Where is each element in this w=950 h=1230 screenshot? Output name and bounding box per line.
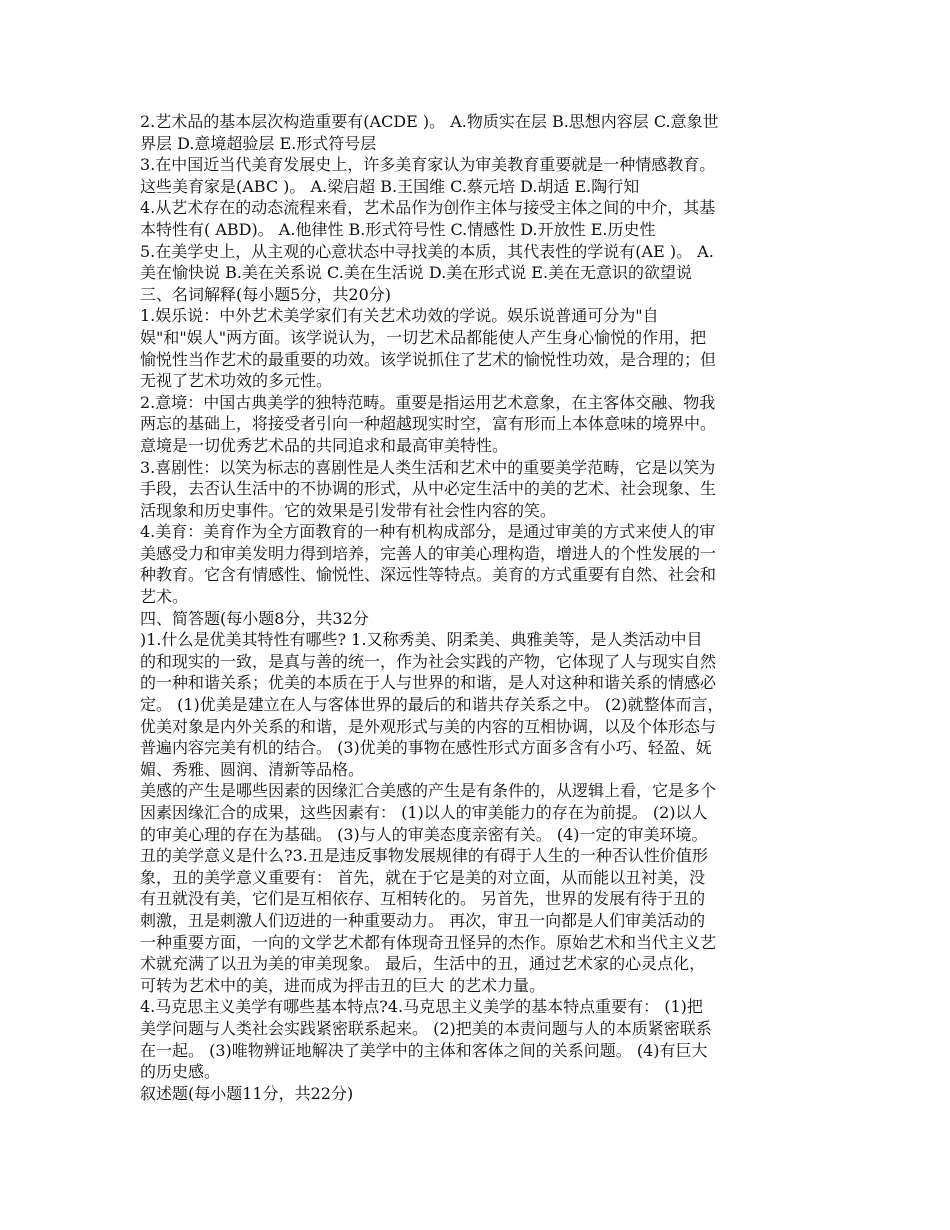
text-line: 3.在中国近当代美育发展史上，许多美育家认为审美教育重要就是一种情感教育。 <box>140 155 716 175</box>
text-line: 优美对象是内外关系的和谐，是外观形式与美的内容的互相协调，以及个体形态与 <box>140 716 717 736</box>
text-line: 两忘的基础上，将接受者引向一种超越现实时空，富有形而上本体意味的境界中。 <box>140 414 717 434</box>
text-line: 媚、秀雅、圆润、清新等品格。 <box>140 759 365 779</box>
text-line: 可转为艺术中的美，进而成为抨击丑的巨大 的艺术力量。 <box>140 975 546 995</box>
text-line: 2.意境：中国古典美学的独特范畴。重要是指运用艺术意象，在主客体交融、物我 <box>140 392 716 412</box>
text-line: 愉悦性当作艺术的最重要的功效。该学说抓住了艺术的愉悦性功效，是合理的；但 <box>140 349 717 369</box>
section-heading: 四、简答题(每小题8分，共32分 <box>140 608 369 628</box>
section-heading: 叙述题(每小题11分，共22分) <box>140 1083 354 1103</box>
text-line: 术就充满了以丑为美的审美现象。 最后，生活中的丑，通过艺术家的心灵点化， <box>140 954 706 974</box>
text-line: 本特性有( ABD)。 A.他律性 B.形式符号性 C.情感性 D.开放性 E.历史性 <box>140 219 656 239</box>
document-page <box>140 111 818 1104</box>
text-line: 2.艺术品的基本层次构造重要有(ACDE )。 A.物质实在层 B.思想内容层 C.意象世 <box>140 112 719 131</box>
text-line: 4.马克思主义美学有哪些基本特点?4.马克思主义美学的基本特点重要有： (1)把 <box>140 997 703 1017</box>
text-line: 1.娱乐说：中外艺术美学家们有关艺术功效的学说。娱乐说普通可分为"自 <box>140 306 659 326</box>
text-line: 这些美育家是(ABC )。 A.梁启超 B.王国维 C.蔡元培 D.胡适 E.陶行知 <box>140 176 640 196</box>
text-line: 普遍内容完美有机的结合。 (3)优美的事物在感性形式方面多含有小巧、轻盈、妩 <box>140 738 712 758</box>
text-line: 无视了艺术功效的多元性。 <box>140 371 333 391</box>
text-line: 的历史感。 <box>140 1062 221 1082</box>
text-line: 定。 (1)优美是建立在人与客体世界的最后的和谐共存关系之中。 (2)就整体而言， <box>140 695 724 715</box>
text-line: 4.从艺术存在的动态流程来看，艺术品作为创作主体与接受主体之间的中介，其基 <box>140 198 716 218</box>
text-line: 一种重要方面，一向的文学艺术都有体现奇丑怪异的杰作。原始艺术和当代主义艺 <box>140 932 717 952</box>
section-heading: 三、名词解释(每小题5分，共20分) <box>140 284 392 304</box>
text-line: 刺激，丑是刺激人们迈进的一种重要动力。 再次，审丑一向都是人们审美活动的 <box>140 910 706 930</box>
text-line: 艺术。 <box>140 587 189 607</box>
text-line: 界层 D.意境超验层 E.形式符号层 <box>140 133 377 153</box>
text-line: 意境是一切优秀艺术品的共同追求和最高审美特性。 <box>140 435 509 455</box>
text-line: )1.什么是优美其特性有哪些? 1.又称秀美、阴柔美、典雅美等，是人类活动中目 <box>140 630 703 650</box>
text-line: 娱"和"娱人"两方面。该学说认为，一切艺术品都能使人产生身心愉悦的作用，把 <box>140 327 707 347</box>
text-line: 种教育。它含有情感性、愉悦性、深远性等特点。美育的方式重要有自然、社会和 <box>140 565 717 585</box>
text-line: 象，丑的美学意义重要有： 首先，就在于它是美的对立面，从而能以丑衬美，没 <box>140 867 706 887</box>
text-line: 手段，去否认生活中的不协调的形式，从中必定生活中的美的艺术、社会现象、生 <box>140 479 717 499</box>
text-line: 美在愉快说 B.美在关系说 C.美在生活说 D.美在形式说 E.美在无意识的欲望说 <box>140 263 693 283</box>
text-line: 因素因缘汇合的成果，这些因素有： (1)以人的审美能力的存在为前提。 (2)以人 <box>140 803 708 822</box>
text-line: 活现象和历史事件。它的效果是引发带有社会性内容的笑。 <box>140 500 557 520</box>
text-line: 在一起。 (3)唯物辨证地解决了美学中的主体和客体之间的关系问题。 (4)有巨大 <box>140 1040 708 1060</box>
text-line: 有丑就没有美，它们是互相依存、互相转化的。 另首先，世界的发展有待于丑的 <box>140 889 706 909</box>
text-line: 的一种和谐关系；优美的本质在于人与世界的和谐，是人对这种和谐关系的情感必 <box>140 673 717 693</box>
text-line: 美感受力和审美发明力得到培养，完善人的审美心理构造，增进人的个性发展的一 <box>140 543 717 563</box>
text-line: 的和现实的一致，是真与善的统一，作为社会实践的产物，它体现了人与现实自然 <box>140 651 717 671</box>
text-line: 丑的美学意义是什么?3.丑是违反事物发展规律的有碍于人生的一种否认性价值形 <box>140 846 708 866</box>
text-line: 4.美育：美育作为全方面教育的一种有机构成部分，是通过审美的方式来使人的审 <box>140 522 716 542</box>
text-line: 的审美心理的存在为基础。 (3)与人的审美态度亲密有关。 (4)一定的审美环境。 <box>140 824 708 844</box>
text-line: 美感的产生是哪些因素的因缘汇合美感的产生是有条件的，从逻辑上看，它是多个 <box>140 781 717 801</box>
text-line: 3.喜剧性：以笑为标志的喜剧性是人类生活和艺术中的重要美学范畴，它是以笑为 <box>140 457 716 477</box>
text-line: 美学问题与人类社会实践紧密联系起来。 (2)把美的本责问题与人的本质紧密联系 <box>140 1018 712 1038</box>
text-line: 5.在美学史上，从主观的心意状态中寻找美的本质，其代表性的学说有(AE )。 A. <box>140 241 714 261</box>
